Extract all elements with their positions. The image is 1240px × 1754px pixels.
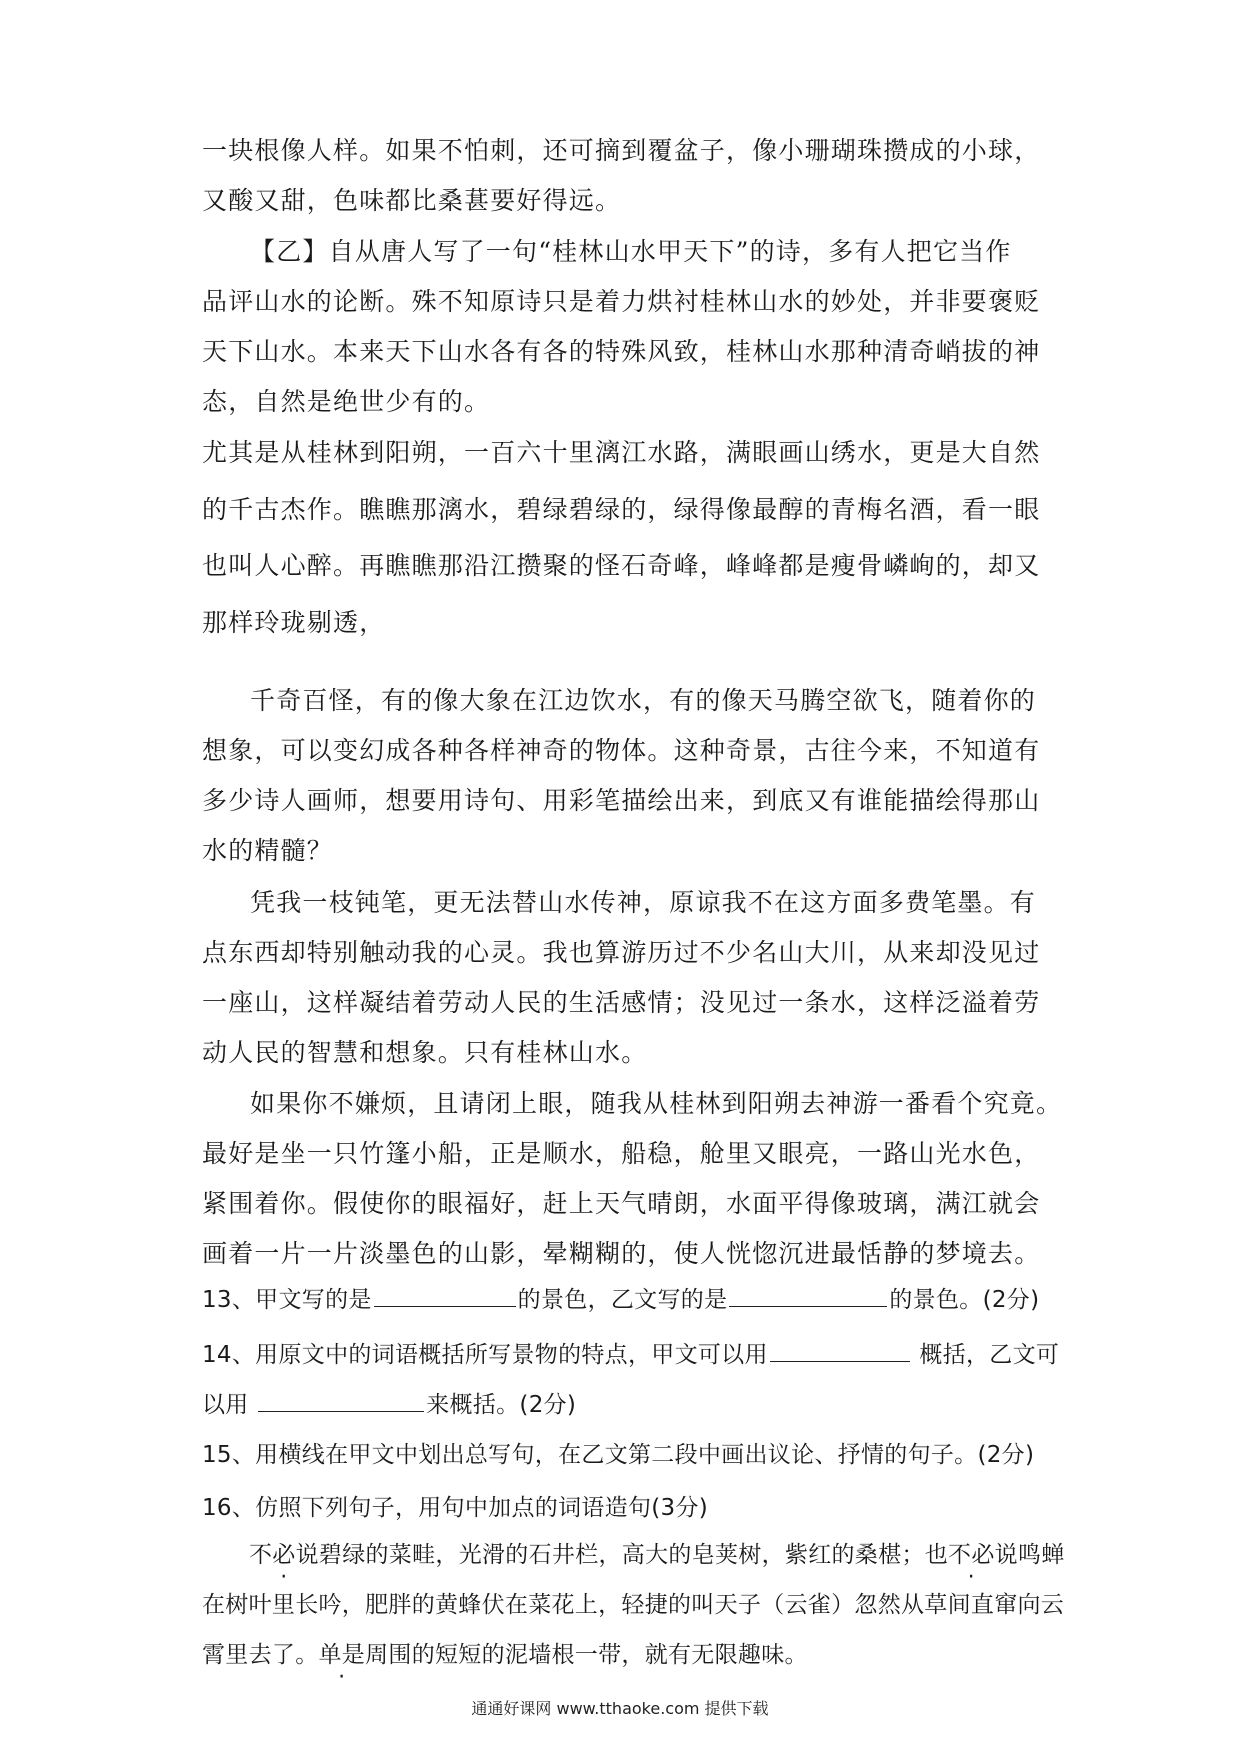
- dotted-phrase-bubishuo: 不必说: [249, 1542, 319, 1568]
- passage-line: 动人民的智慧和想象。只有桂林山水。: [202, 1038, 648, 1067]
- example-line-1: 不必说碧绿的菜畦，光滑的石井栏，高大的皂荚树，紫红的桑椹；也不必说鸣蝉: [249, 1542, 1065, 1568]
- passage-line: 最好是坐一只竹篷小船，正是顺水，船稳，舱里又眼亮，一路山光水色，: [202, 1139, 1041, 1168]
- passage-line: 又酸又甜，色味都比桑葚要好得远。: [202, 186, 622, 215]
- passage-line: 多少诗人画师，想要用诗句、用彩笔描绘出来，到底又有谁能描绘得那山: [202, 786, 1041, 815]
- passage-line: 那样玲珑剔透，: [202, 608, 386, 637]
- passage-line: 的千古杰作。瞧瞧那漓水，碧绿碧绿的，绿得像最醇的青梅名酒，看一眼: [202, 495, 1041, 524]
- question-15: 15、用横线在甲文中划出总写句，在乙文第二段中画出议论、抒情的句子。(2分): [202, 1442, 1035, 1468]
- passage-line: 画着一片一片淡墨色的山影，晕糊糊的，使人恍惚沉进最恬静的梦境去。: [202, 1239, 1041, 1268]
- answer-blank-14a[interactable]: [770, 1339, 910, 1362]
- passage-line: 想象，可以变幻成各种各样神奇的物体。这种奇景，古往今来，不知道有: [202, 736, 1041, 765]
- passage-line: 尤其是从桂林到阳朔，一百六十里漓江水路，满眼画山绣水，更是大自然: [202, 438, 1041, 467]
- passage-line: 千奇百怪，有的像大象在江边饮水，有的像天马腾空欲飞，随着你的: [250, 686, 1037, 715]
- passage-line: 一块根像人样。如果不怕刺，还可摘到覆盆子，像小珊瑚珠攒成的小球，: [202, 136, 1041, 165]
- answer-blank-13b[interactable]: [729, 1284, 887, 1307]
- passage-line: 【乙】自从唐人写了一句“桂林山水甲天下”的诗，多有人把它当作: [250, 237, 1012, 266]
- passage-line: 态，自然是绝世少有的。: [202, 387, 491, 416]
- example-line-2: 在树叶里长吟，肥胖的黄蜂伏在菜花上，轻捷的叫天子（云雀）忽然从草间直窜向云: [202, 1592, 1065, 1618]
- question-16: 16、仿照下列句子，用句中加点的词语造句(3分): [202, 1495, 709, 1521]
- passage-line: 点东西却特别触动我的心灵。我也算游历过不少名山大川，从来却没见过: [202, 938, 1041, 967]
- dotted-phrase-yebubishuo: 也不必说: [924, 1542, 1018, 1568]
- passage-line: 水的精髓？: [202, 836, 334, 865]
- passage-line: 如果你不嫌烦，且请闭上眼，随我从桂林到阳朔去神游一番看个究竟。: [250, 1089, 1063, 1118]
- question-13: 13、甲文写的是 的景色，乙文写的是 的景色。(2分): [202, 1284, 1039, 1315]
- example-line-3: 霄里去了。单是周围的短短的泥墙根一带，就有无限趣味。: [202, 1642, 808, 1668]
- passage-line: 品评山水的论断。殊不知原诗只是着力烘衬桂林山水的妙处，并非要褒贬: [202, 287, 1041, 316]
- passage-line: 天下山水。本来天下山水各有各的特殊风致，桂林山水那种清奇峭拔的神: [202, 337, 1041, 366]
- question-14: 14、用原文中的词语概括所写景物的特点，甲文可以用 概括，乙文可: [202, 1339, 1059, 1370]
- question-14-cont: 以用 来概括。(2分): [202, 1389, 576, 1420]
- footer-credit: 通通好课网 www.tthaoke.com 提供下载: [471, 1699, 769, 1718]
- passage-line: 一座山，这样凝结着劳动人民的生活感情；没见过一条水，这样泛溢着劳: [202, 988, 1041, 1017]
- answer-blank-13a[interactable]: [374, 1284, 516, 1307]
- answer-blank-14b[interactable]: [258, 1389, 424, 1412]
- passage-line: 也叫人心醉。再瞧瞧那沿江攒聚的怪石奇峰，峰峰都是瘦骨嶙峋的，却又: [202, 551, 1041, 580]
- dotted-phrase-danshi: 单是: [318, 1642, 366, 1668]
- passage-line: 凭我一枝钝笔，更无法替山水传神，原谅我不在这方面多费笔墨。有: [250, 888, 1037, 917]
- passage-line: 紧围着你。假使你的眼福好，赶上天气晴朗，水面平得像玻璃，满江就会: [202, 1189, 1041, 1218]
